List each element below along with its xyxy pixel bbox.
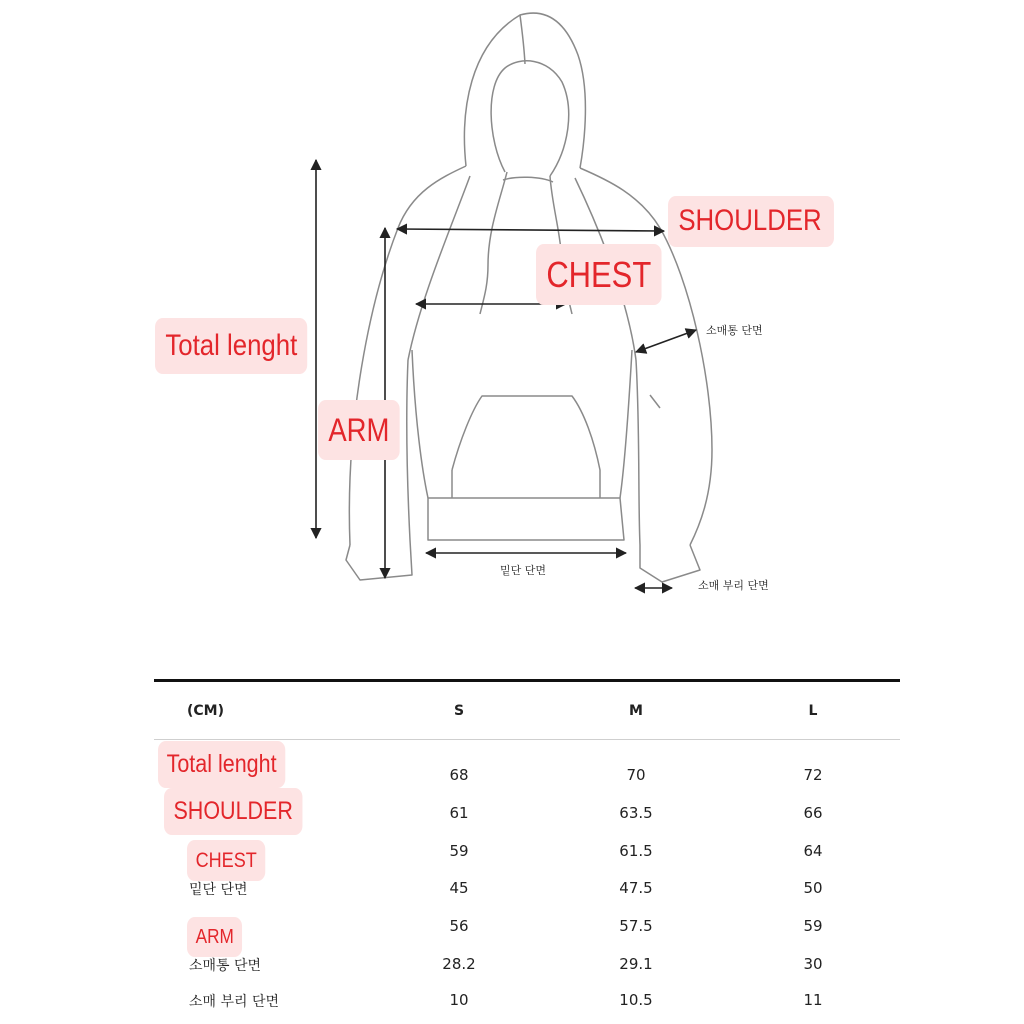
sleeve-width-arrow [636,330,696,352]
cell-total-length-m: 70 [626,766,646,784]
row-label-sleeve-width: 소매통 단면 [189,958,262,974]
callout-chest: CHEST [536,244,662,305]
row-label-shoulder: SHOULDER [164,788,302,835]
cell-sleeve-width-l: 30 [803,955,823,973]
cell-chest-m: 61.5 [619,842,653,860]
row-label-cuff-width: 소매 부리 단면 [189,994,280,1010]
row-label-total-length: Total lenght [158,741,285,788]
cell-sleeve-width-s: 28.2 [442,955,476,973]
cell-hem-width-m: 47.5 [619,879,653,897]
row-label-chest: CHEST [187,840,265,881]
table-header-size-l: L [808,703,818,719]
cell-arm-l: 59 [803,917,823,935]
label-sleeve-width: 소매통 단면 [706,324,763,337]
shoulder-arrow [397,229,664,231]
cell-cuff-width-l: 11 [803,991,823,1009]
callout-arm: ARM [318,400,400,460]
row-label-arm: ARM [187,917,242,957]
cell-shoulder-m: 63.5 [619,804,653,822]
cell-arm-s: 56 [449,917,469,935]
cell-total-length-s: 68 [449,766,469,784]
cell-hem-width-l: 50 [803,879,823,897]
cell-chest-s: 59 [449,842,469,860]
table-header-size-m: M [629,703,643,719]
cell-cuff-width-s: 10 [449,991,469,1009]
cell-hem-width-s: 45 [449,879,469,897]
cell-shoulder-s: 61 [449,804,469,822]
label-hem-width: 밑단 단면 [500,564,547,577]
cell-shoulder-l: 66 [803,804,823,822]
cell-arm-m: 57.5 [619,917,653,935]
table-header-rule [154,739,900,740]
table-top-rule [154,679,900,682]
callout-shoulder: SHOULDER [668,196,834,247]
table-header-size-s: S [453,703,465,719]
row-label-hem-width: 밑단 단면 [189,882,248,898]
cell-total-length-l: 72 [803,766,823,784]
cell-sleeve-width-m: 29.1 [619,955,653,973]
label-cuff-width: 소매 부리 단면 [698,579,769,592]
table-header-unit: (CM) [187,703,225,719]
cell-chest-l: 64 [803,842,823,860]
cell-cuff-width-m: 10.5 [619,991,653,1009]
callout-total-length: Total lenght [155,318,308,374]
